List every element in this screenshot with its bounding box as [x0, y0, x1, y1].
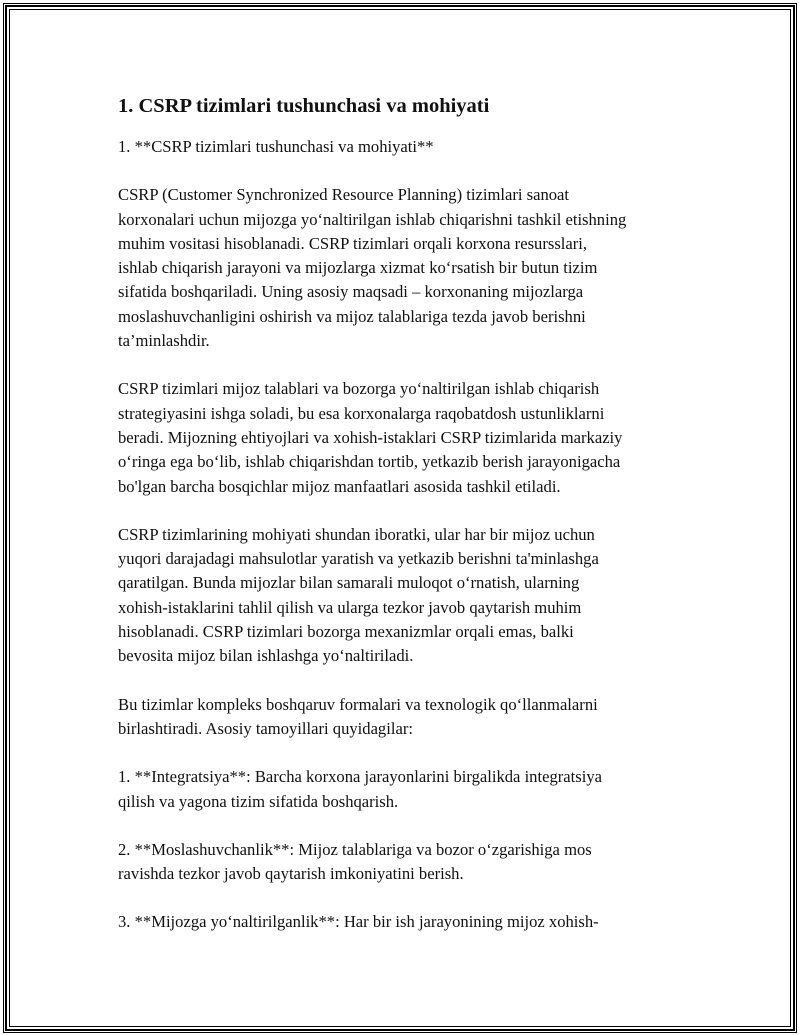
list-item-integration: 1. **Integratsiya**: Barcha korxona jarayonlarini birgalikda integratsiya qilish va yagona tizim sifatida boshqarish. [118, 767, 602, 811]
paragraph-title-repeat: 1. **CSRP tizimlari tushunchasi va mohiyati** [118, 137, 434, 156]
paragraph-csrp-definition: CSRP (Customer Synchronized Resource Planning) tizimlari sanoat korxonalari uchun mijozga yo‘naltirilgan ishlab chiqarishni tashkil etishning muhim vositasi hisoblanadi. CSRP tizimlari orqali korxona resursslari, ishlab chiqarish jarayoni va mijozlarga xizmat ko‘rsatish bir butun tizim sifatida boshqariladi. Uning asosiy maqsadi – korxonaning mijozlarga moslashuvchanligini oshirish va mijoz talablariga tezda javob berishni ta’minlashdir. [118, 185, 627, 351]
paragraph-csrp-essence: CSRP tizimlarining mohiyati shundan iboratki, ular har bir mijoz uchun yuqori darajadagi mahsulotlar yaratish va yetkazib berishni ta'minlashga qaratilgan. Bunda mijozlar bilan samarali muloqot o‘rnatish, ularning xohish-istaklarini tahlil qilish va ularga tezkor javob qaytarish muhim hisoblanadi. CSRP tizimlari bozorga mexanizmlar orqali emas, balki bevosita mijoz bilan ishlashga yo‘naltiriladi. [118, 524, 599, 666]
document-body [118, 92, 698, 959]
paragraph-csrp-strategy: CSRP tizimlari mijoz talablari va bozorga yo‘naltirilgan ishlab chiqarish strategiyasini ishga soladi, bu esa korxonalarga raqobatdosh ustunliklarni beradi. Mijozning ehtiyojlari va xohish-istaklari CSRP tizimlarida markaziy o‘ringa ega bo‘lib, ishlab chiqarishdan tortib, yetkazib berish jarayonigacha bo'lgan barcha bosqichlar mijoz manfaatlari asosida tashkil etiladi. [118, 379, 623, 496]
list-item-flexibility: 2. **Moslashuvchanlik**: Mijoz talablariga va bozor o‘zgarishiga mos ravishda tezkor javob qaytarish imkoniyatini berish. [118, 839, 592, 884]
paragraph-principles-intro: Bu tizimlar kompleks boshqaruv formalari va texnologik qo‘llanmalarni birlashtiradi. Asosiy tamoyillari quyidagilar: [118, 694, 598, 738]
list-item-customer-orientation: 3. **Mijozga yo‘naltirilganlik**: Har bir ish jarayonining mijoz xohish- [118, 912, 599, 932]
document-heading: 1. CSRP tizimlari tushunchasi va mohiyati [118, 95, 490, 117]
